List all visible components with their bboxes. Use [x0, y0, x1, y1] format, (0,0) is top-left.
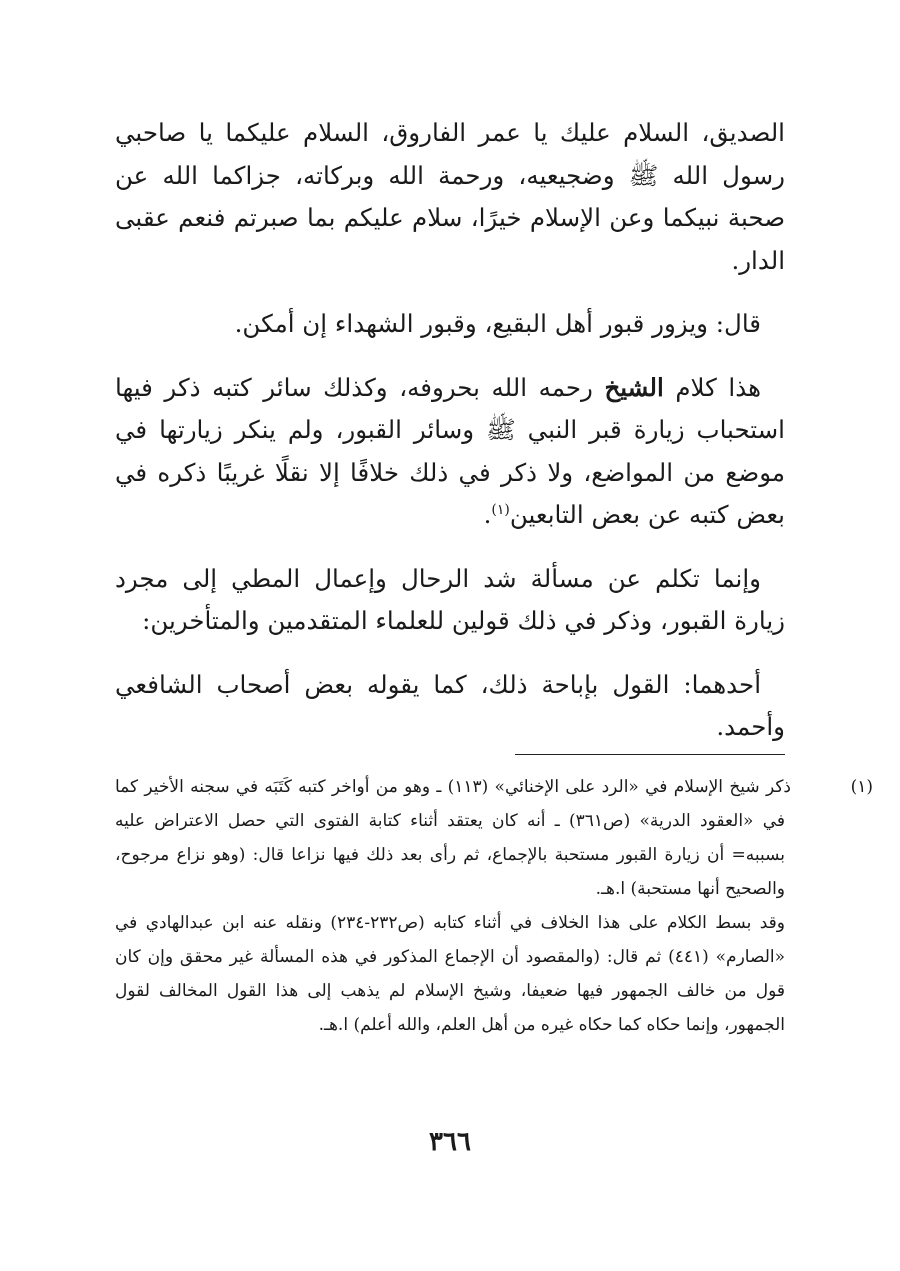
sheikh-emphasis: الشيخ — [604, 372, 664, 402]
paragraph-sheikh-words — [115, 367, 785, 537]
paragraph-greeting: الصديق، السلام عليك يا عمر الفاروق، السلام عليكما يا صاحبي رسول الله ﷺ وضجيعيه، ورحمة الله وبركاته، جزاكما الله عن صحبة نبيكما وعن الإسلام خيرًا، سلام عليكم بما صبرتم فنعم عقبى الدار. — [115, 118, 785, 275]
paragraph-visit-baqi: قال: ويزور قبور أهل البقيع، وقبور الشهداء إن أمكن. — [234, 309, 761, 338]
main-text — [115, 112, 785, 770]
footnote-1-number: (١) — [850, 777, 873, 797]
page-number: ٣٦٦ — [429, 1127, 471, 1157]
paragraph-sheikh-words-start: هذا كلام — [663, 372, 761, 402]
footnote-divider — [515, 754, 785, 755]
paragraph-travel-question: وإنما تكلم عن مسألة شد الرحال وإعمال المطي إلى مجرد زيارة القبور، وذكر في ذلك قولين للعلماء المتقدمين والمتأخرين: — [115, 563, 785, 635]
footnote-1-continuation: وقد بسط الكلام على هذا الخلاف في أثناء كتابه (ص٢٣٢-٢٣٤) ونقله عنه ابن عبدالهادي في «الصارم» (٤٤١) ثم قال: (والمقصود أن الإجماع المذكور في هذه المسألة غير محقق وإن كان قول من خالف الجمهور فيها ضعيفا، وشيخ الإسلام لم يذهب إلى هذا القول المخالف لقول الجمهور، وإنما حكاه كما حكاه غيره من أهل العلم، والله أعلم) ا.هـ. — [115, 913, 786, 1035]
paragraph-sheikh-words-body: رحمه الله بحروفه، وكذلك سائر كتبه ذكر فيها استحباب زيارة قبر النبي ﷺ وسائر القبور، ولم ينكر زيارتها في موضع من المواضع، ولا ذكر في ذلك خلافًا إلا نقلًا غريبًا ذكره في بعض كتبه عن بعض التابعين — [115, 372, 785, 529]
footnote-1-text: ذكر شيخ الإسلام في «الرد على الإخنائي» (١١٣) ـ وهو من أواخر كتبه كَتَبَه في سجنه الأخير كما في «العقود الدرية» (ص٣٦١) ـ أنه كان يعتقد أثناء كتابة الفتوى التي حصل الاعتراض عليه بسببه= أن زيارة القبور مستحبة بالإجماع، ثم رأى بعد ذلك فيها نزاعا قال: (وهو نزاع مرجوح، والصحيح أنها مستحبة) ا.هـ. — [115, 777, 791, 899]
footnotes-section — [115, 770, 873, 1042]
paragraph-first-opinion: أحدهما: القول بإباحة ذلك، كما يقوله بعض أصحاب الشافعي وأحمد. — [115, 669, 785, 741]
paragraph-sheikh-words-end: . — [483, 500, 492, 529]
footnote-reference: (١) — [491, 501, 510, 518]
footnote-1 — [115, 770, 873, 906]
